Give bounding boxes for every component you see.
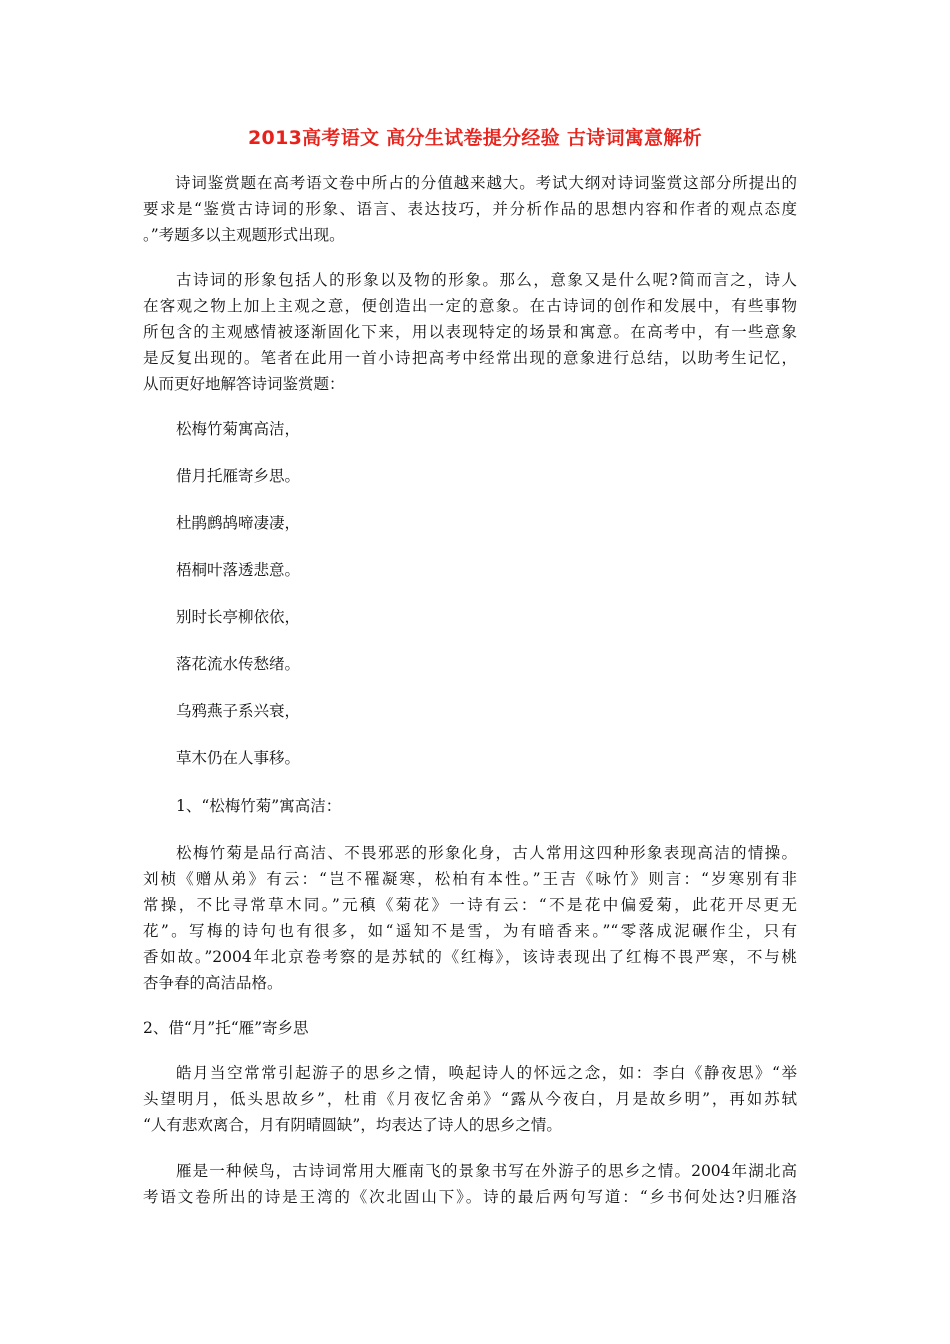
poem-line: 落花流水传愁绪。 [176,655,301,673]
paragraph-line: 是反复出现的。笔者在此用一首小诗把高考中经常出现的意象进行总结，以助考生记忆， [143,349,797,367]
paragraph-line: 头望明月，低头思故乡”，杜甫《月夜忆舍弟》“露从今夜白，月是故乡明”，再如苏轼 [143,1090,797,1108]
paragraph-line: 所包含的主观感情被逐渐固化下来，用以表现特定的场景和寓意。在高考中，有一些意象 [143,323,797,341]
paragraph-line: “人有悲欢离合，月有阴晴圆缺”，均表达了诗人的思乡之情。 [143,1116,562,1134]
paragraph-line: 刘桢《赠从弟》有云：“岂不罹凝寒，松柏有本性。”王吉《咏竹》则言：“岁寒别有非 [143,870,797,888]
paragraph-line: 在客观之物上加上主观之意，便创造出一定的意象。在古诗词的创作和发展中，有些事物 [143,297,797,315]
paragraph-line: 古诗词的形象包括人的形象以及物的形象。那么，意象又是什么呢?简而言之，诗人 [176,271,797,289]
poem-line: 别时长亭柳依依， [176,608,301,626]
paragraph-line: 。”考题多以主观题形式出现。 [143,226,345,244]
poem-line: 梧桐叶落透悲意。 [176,561,301,579]
paragraph-line: 皓月当空常常引起游子的思乡之情，唤起诗人的怀远之念，如：李白《静夜思》“举 [176,1064,797,1082]
paragraph-line: 花”。写梅的诗句也有很多，如“遥知不是雪，为有暗香来。”“零落成泥碾作尘，只有 [143,922,797,940]
paragraph-line: 要求是“鉴赏古诗词的形象、语言、表达技巧，并分析作品的思想内容和作者的观点态度 [143,200,797,218]
poem-line: 杜鹃鹧鸪啼凄凄， [176,514,301,532]
section-heading: 1、“松梅竹菊”寓高洁： [176,797,342,815]
poem-line: 松梅竹菊寓高洁， [176,420,301,438]
poem-line: 乌鸦燕子系兴衰， [176,702,301,720]
paragraph-line: 从而更好地解答诗词鉴赏题： [143,375,345,393]
section-heading: 2、借“月”托“雁”寄乡思 [143,1019,309,1037]
paragraph-line: 常操，不比寻常草木同。”元稹《菊花》一诗有云：“不是花中偏爱菊，此花开尽更无 [143,896,797,914]
paragraph-line: 考语文卷所出的诗是王湾的《次北固山下》。诗的最后两句写道：“乡书何处达?归雁洛 [143,1188,797,1206]
paragraph-line: 雁是一种候鸟，古诗词常用大雁南飞的景象书写在外游子的思乡之情。2004年湖北高 [176,1162,797,1180]
poem-line: 借月托雁寄乡思。 [176,467,301,485]
paragraph-line: 杏争春的高洁品格。 [143,974,283,992]
paragraph-line: 诗词鉴赏题在高考语文卷中所占的分值越来越大。考试大纲对诗词鉴赏这部分所提出的 [175,174,797,192]
poem-line: 草木仍在人事移。 [176,749,301,767]
paragraph-line: 香如故。”2004年北京卷考察的是苏轼的《红梅》，该诗表现出了红梅不畏严寒，不与桃 [143,948,797,966]
document-title: 2013高考语文 高分生试卷提分经验 古诗词寓意解析 [248,127,702,149]
paragraph-line: 松梅竹菊是品行高洁、不畏邪恶的形象化身，古人常用这四种形象表现高洁的情操。 [176,844,797,862]
